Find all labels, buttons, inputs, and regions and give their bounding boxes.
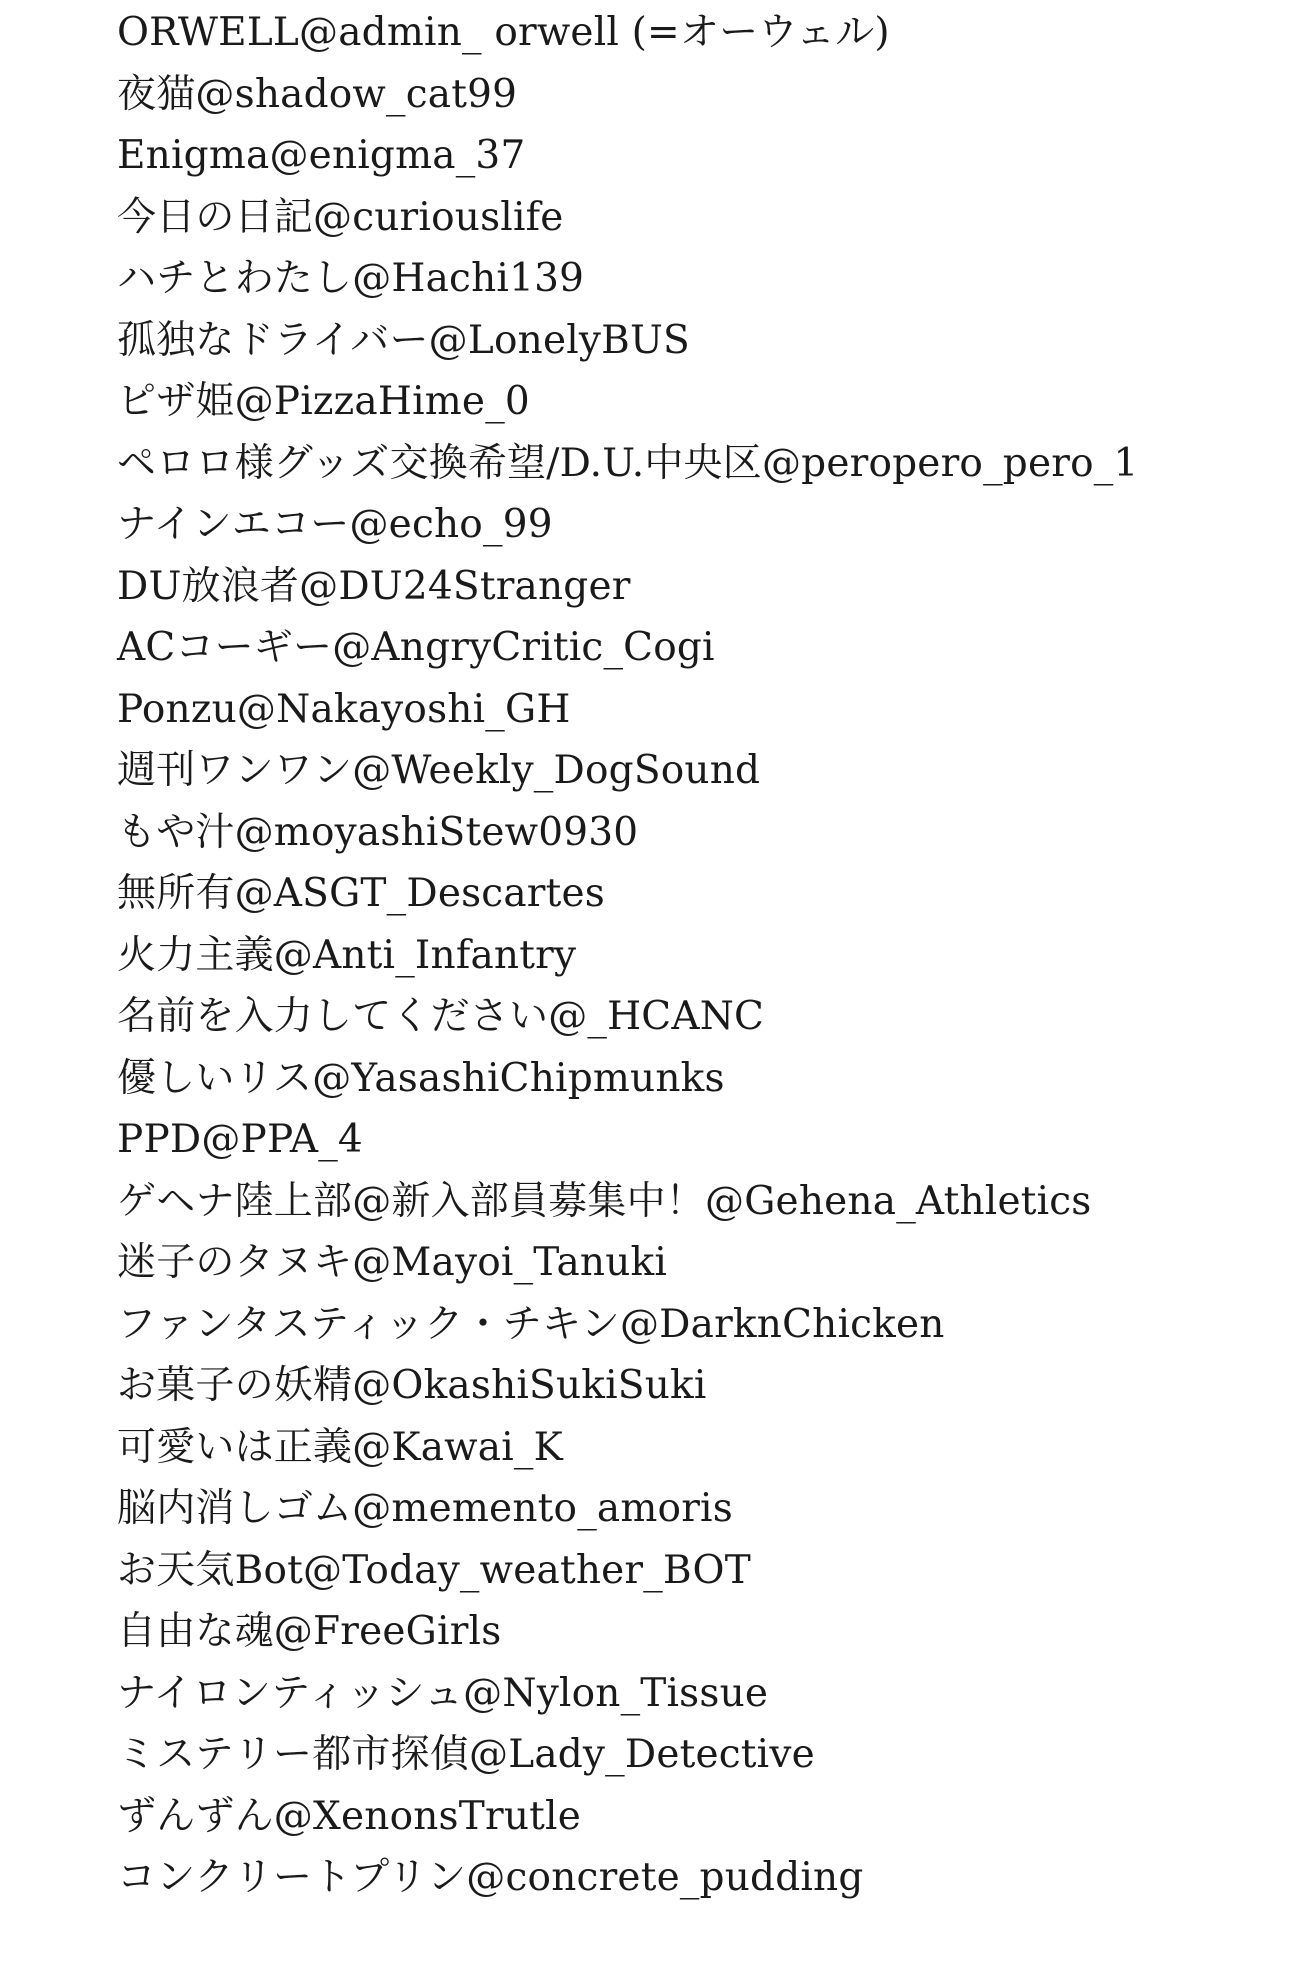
account-item: お菓子の妖精@OkashiSukiSuki bbox=[117, 1363, 707, 1408]
account-item: Enigma@enigma_37 bbox=[117, 133, 526, 178]
account-item: 脳内消しゴム@memento_amoris bbox=[117, 1486, 733, 1531]
account-item: 週刊ワンワン@Weekly_DogSound bbox=[117, 748, 761, 793]
account-item: ナイロンティッシュ@Nylon_Tissue bbox=[117, 1670, 769, 1716]
account-item: コンクリートプリン@concrete_pudding bbox=[117, 1855, 864, 1900]
account-item: ミステリー都市探偵@Lady_Detective bbox=[117, 1732, 815, 1777]
account-item: 今日の日記@curiouslife bbox=[117, 194, 564, 240]
account-item: 可愛いは正義@Kawai_K bbox=[117, 1424, 563, 1470]
account-item: ファンタスティック・チキン@DarknChicken bbox=[117, 1301, 945, 1347]
account-item: 火力主義@Anti_Infantry bbox=[117, 932, 577, 978]
account-item: ORWELL@admin_ orwell (=オーウェル) bbox=[117, 10, 890, 55]
account-item: ナインエコー@echo_99 bbox=[117, 502, 553, 547]
account-item: 名前を入力してください@_HCANC bbox=[117, 994, 765, 1039]
account-list bbox=[117, 2, 1312, 1909]
account-item: 無所有@ASGT_Descartes bbox=[117, 871, 606, 916]
account-item: 夜猫@shadow_cat99 bbox=[117, 71, 518, 117]
account-item: ピザ姫@PizzaHime_0 bbox=[117, 379, 530, 424]
account-item: ペロロ様グッズ交換希望/D.U.中央区@peropero_pero_1 bbox=[117, 440, 1139, 486]
account-item: PPD@PPA_4 bbox=[117, 1117, 363, 1162]
account-item: Ponzu@Nakayoshi_GH bbox=[117, 686, 571, 732]
account-item: ハチとわたし@Hachi139 bbox=[117, 256, 585, 301]
account-item: ゲヘナ陸上部@新入部員募集中！@Gehena_Athletics bbox=[117, 1178, 1092, 1224]
account-item: ACコーギー@AngryCritic_Cogi bbox=[117, 625, 715, 670]
account-item: もや汁@moyashiStew0930 bbox=[117, 809, 639, 855]
account-item: DU放浪者@DU24Stranger bbox=[117, 563, 631, 609]
account-item: お天気Bot@Today_weather_BOT bbox=[117, 1547, 751, 1593]
account-item: 孤独なドライバー@LonelyBUS bbox=[117, 317, 690, 363]
account-item: ずんずん@XenonsTrutle bbox=[117, 1793, 581, 1839]
account-item: 優しいリス@YasashiChipmunks bbox=[117, 1055, 725, 1101]
account-item: 自由な魂@FreeGirls bbox=[117, 1609, 502, 1654]
account-item: 迷子のタヌキ@Mayoi_Tanuki bbox=[117, 1240, 668, 1285]
